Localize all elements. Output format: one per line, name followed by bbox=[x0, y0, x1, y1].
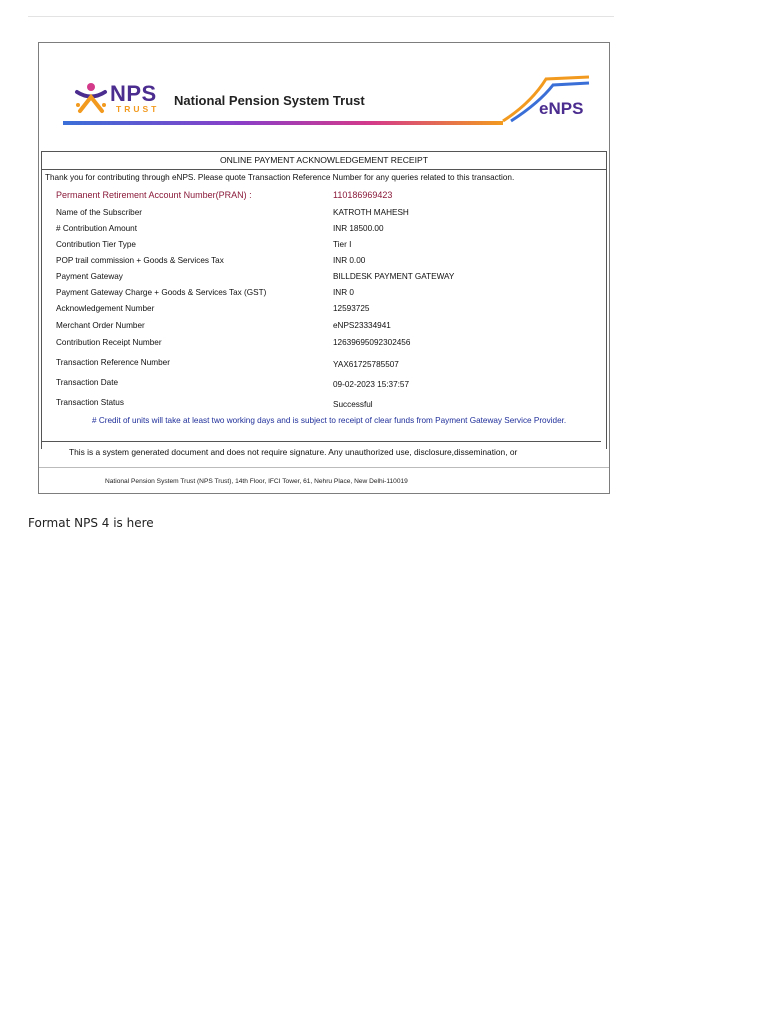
nps-figure-icon bbox=[74, 81, 108, 115]
row-label-pop-commission: POP trail commission + Goods & Services Tax bbox=[56, 256, 224, 265]
row-label-receipt-number: Contribution Receipt Number bbox=[56, 338, 162, 347]
row-value-receipt-number: 12639695092302456 bbox=[333, 338, 411, 347]
row-label-amount: # Contribution Amount bbox=[56, 224, 138, 233]
receipt-table bbox=[41, 151, 607, 449]
logo-trust-text: TRUST bbox=[116, 104, 160, 114]
footer-divider bbox=[39, 467, 609, 468]
row-value-amount: INR 18500.00 bbox=[333, 224, 384, 233]
header-gradient-line bbox=[63, 121, 503, 125]
row-value-pran: 110186969423 bbox=[333, 190, 393, 200]
row-label-pran: Permanent Retirement Account Number(PRAN) : bbox=[56, 190, 252, 200]
footer-address: National Pension System Trust (NPS Trust), 14th Floor, IFCI Tower, 61, Nehru Place, New Delhi-110019 bbox=[105, 478, 408, 485]
enps-brand: eNPS bbox=[539, 99, 584, 118]
credit-note: # Credit of units will take at least two working days and is subject to receipt of clear funds from Payment Gateway Service Provider. bbox=[92, 416, 567, 425]
row-label-ack-number: Acknowledgement Number bbox=[56, 304, 155, 313]
row-label-txn-reference: Transaction Reference Number bbox=[56, 358, 170, 367]
row-value-gateway-charge: INR 0 bbox=[333, 288, 354, 297]
receipt-title: ONLINE PAYMENT ACKNOWLEDGEMENT RECEIPT bbox=[42, 152, 606, 170]
top-divider bbox=[28, 16, 614, 17]
row-value-tier: Tier I bbox=[333, 240, 352, 249]
row-value-txn-date: 09-02-2023 15:37:57 bbox=[333, 380, 410, 389]
logo-nps-text: NPS bbox=[110, 81, 157, 106]
row-label-merchant-order: Merchant Order Number bbox=[56, 321, 145, 330]
row-label-txn-date: Transaction Date bbox=[56, 378, 119, 387]
row-value-ack-number: 12593725 bbox=[333, 304, 370, 313]
caption-text: Format NPS 4 is here bbox=[28, 516, 154, 530]
org-name: National Pension System Trust bbox=[174, 93, 365, 108]
receipt-intro: Thank you for contributing through eNPS. Please quote Transaction Reference Number for any queries related to this transaction. bbox=[45, 173, 515, 182]
row-value-merchant-order: eNPS23334941 bbox=[333, 321, 391, 330]
row-value-txn-reference: YAX61725785507 bbox=[333, 360, 399, 369]
receipt-document bbox=[38, 42, 610, 494]
row-value-gateway: BILLDESK PAYMENT GATEWAY bbox=[333, 272, 455, 281]
row-label-gateway-charge: Payment Gateway Charge + Goods & Services Tax (GST) bbox=[56, 288, 267, 297]
row-label-txn-status: Transaction Status bbox=[56, 398, 124, 407]
row-value-pop-commission: INR 0.00 bbox=[333, 256, 366, 265]
row-label-gateway: Payment Gateway bbox=[56, 272, 123, 281]
system-generated-note: This is a system generated document and does not require signature. Any unauthorized use, disclosure,dissemination, or bbox=[69, 447, 518, 457]
row-value-subscriber: KATROTH MAHESH bbox=[333, 208, 409, 217]
row-label-subscriber: Name of the Subscriber bbox=[56, 208, 143, 217]
row-value-txn-status: Successful bbox=[333, 400, 373, 409]
nps-trust-logo bbox=[74, 79, 174, 119]
row-label-tier: Contribution Tier Type bbox=[56, 240, 136, 249]
notes-separator bbox=[41, 441, 601, 442]
